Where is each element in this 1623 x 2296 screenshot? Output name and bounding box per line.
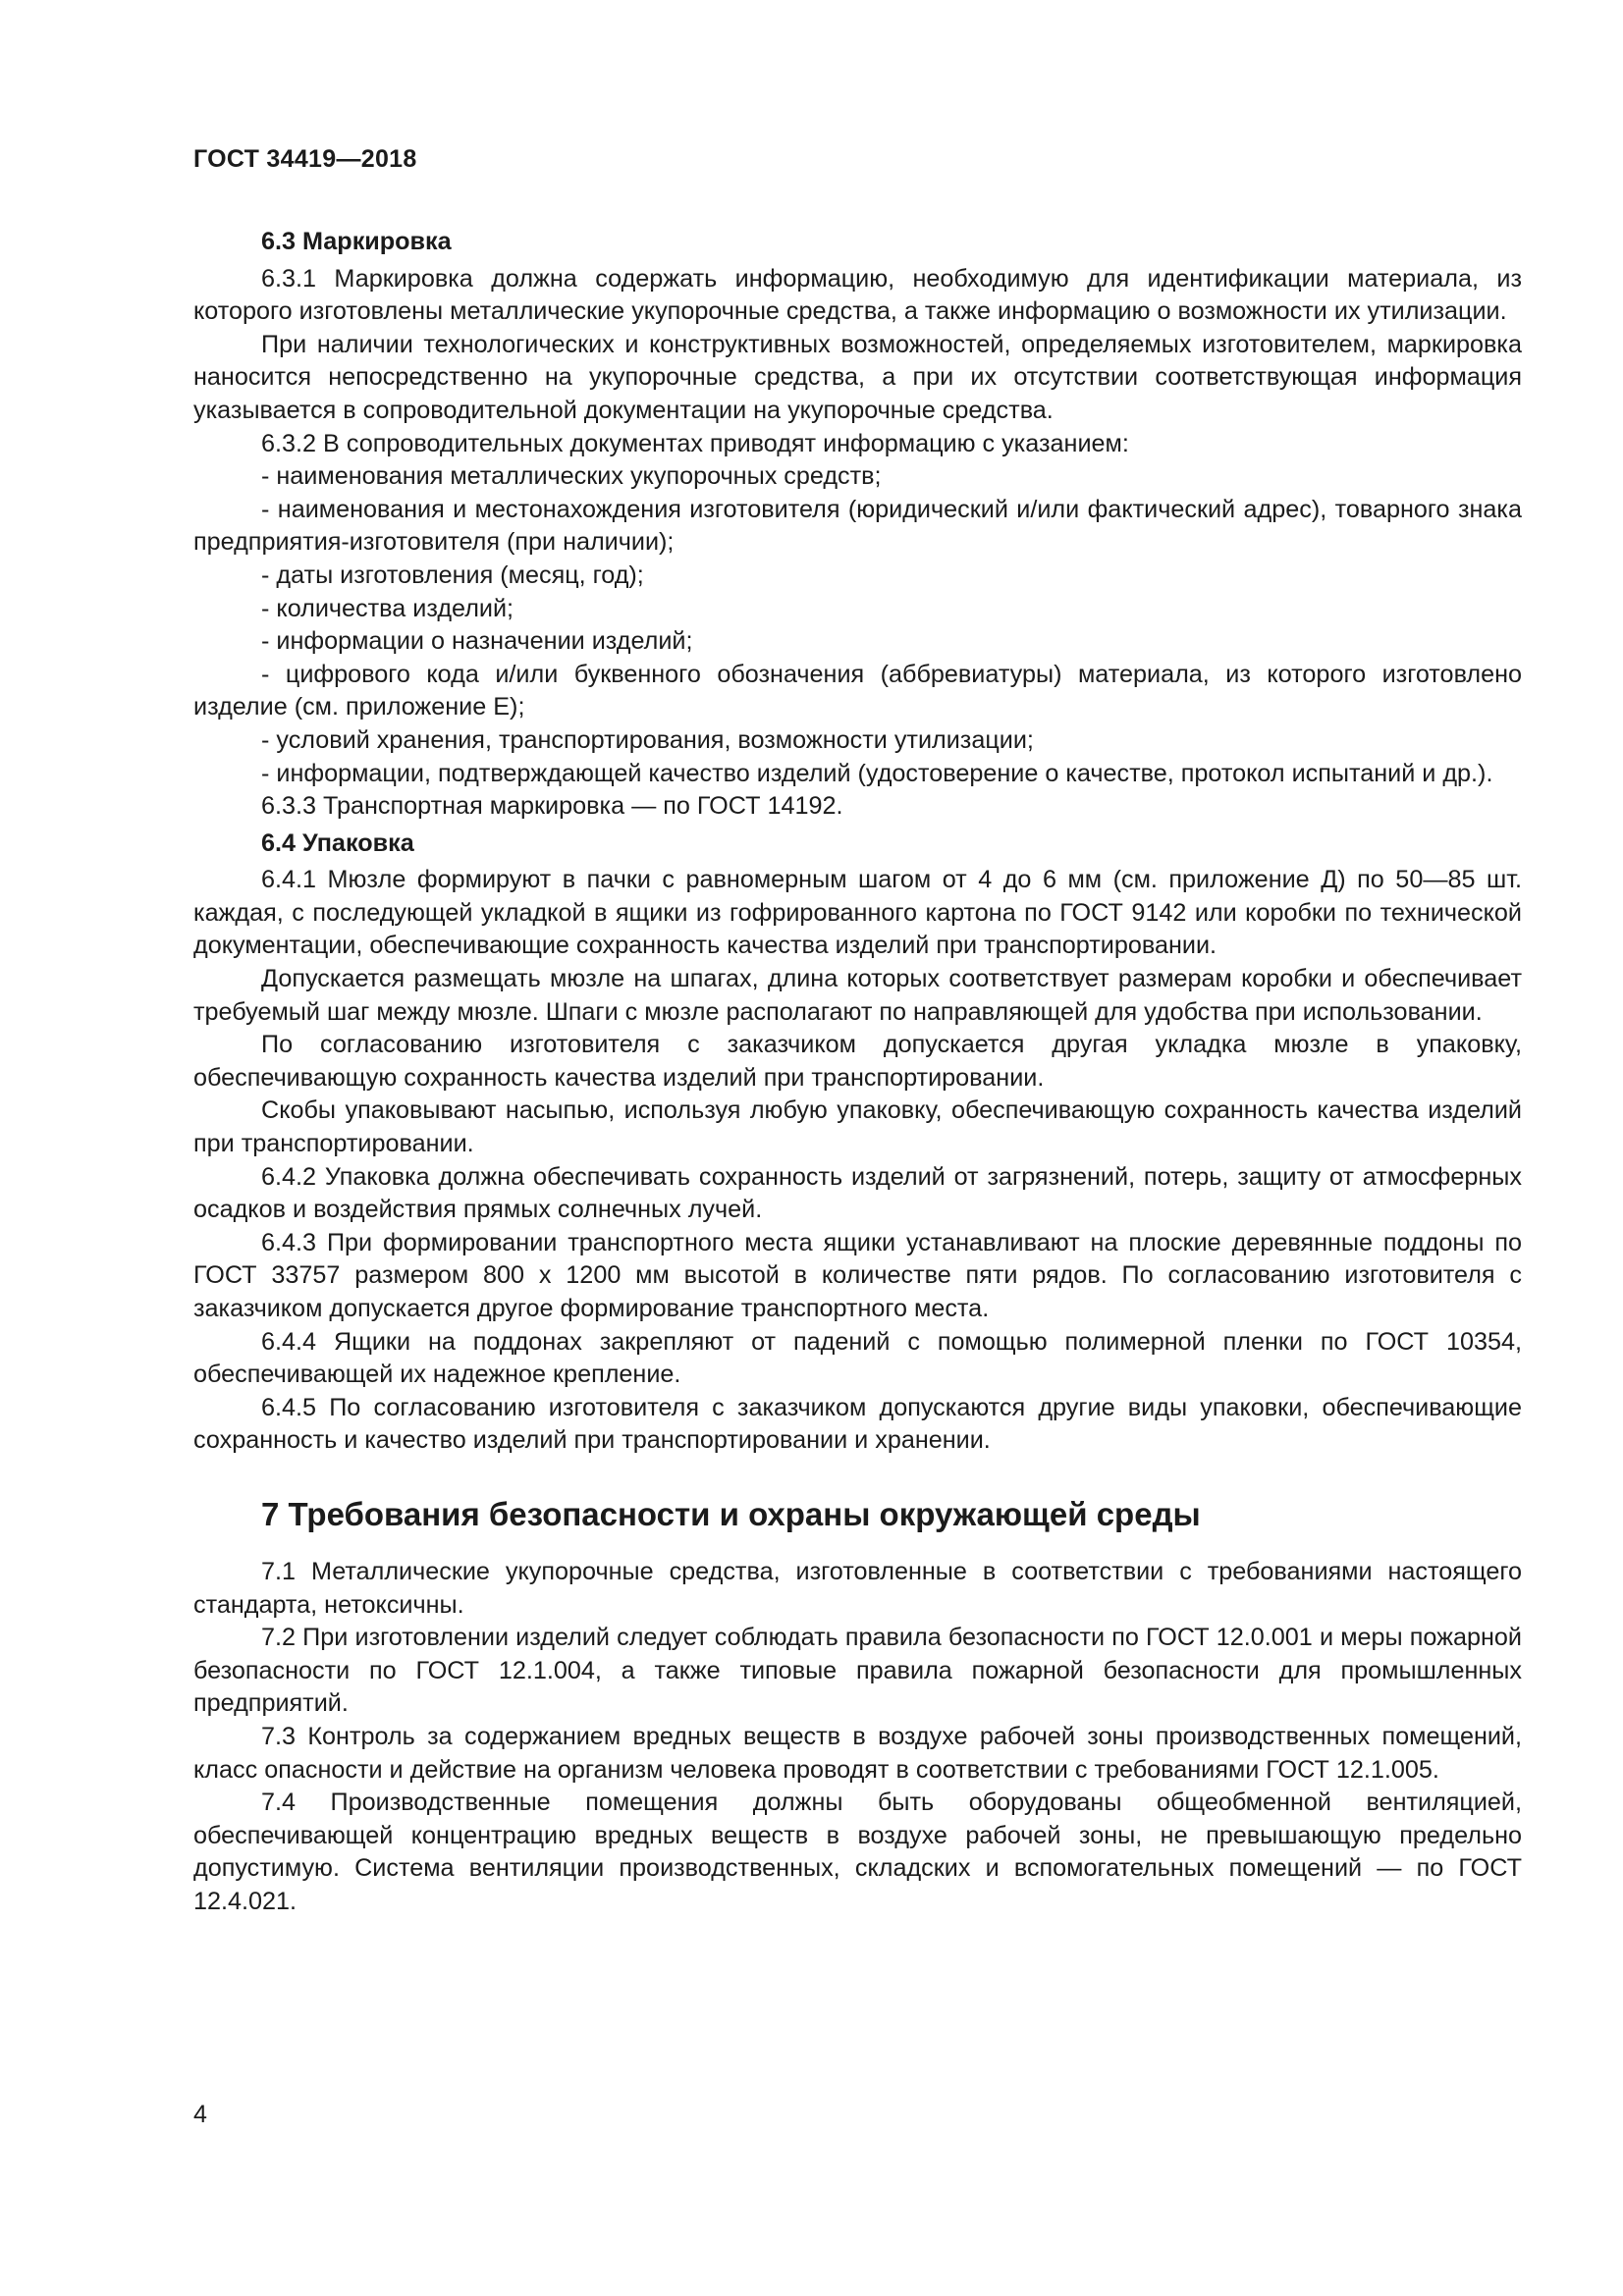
list-item: - количества изделий;	[261, 594, 514, 622]
paragraph-6-3-3: 6.3.3 Транспортная маркировка — по ГОСТ 14192.	[261, 792, 843, 821]
subsection-title-6-4: 6.4 Упаковка	[261, 828, 414, 857]
paragraph-7-3: 7.3 Контроль за содержанием вредных веществ в воздухе рабочей зоны производственных помещений, класс опасности и действие на организм человека проводят в соответствии с требованиями ГОСТ 12.1.005.	[193, 1722, 1522, 1784]
paragraph: Скобы упаковывают насыпью, используя любую упаковку, обеспечивающую сохранность качества изделий при транспортировании.	[193, 1096, 1522, 1158]
list-item: - наименования металлических укупорочных средств;	[261, 462, 882, 491]
paragraph: Допускается размещать мюзле на шпагах, длина которых соответствует размерам коробки и обеспечивает требуемый шаг между мюзле. Шпаги с мюзле располагают по направляющей для удобства при использовании.	[193, 965, 1522, 1026]
paragraph: По согласованию изготовителя с заказчиком допускается другая укладка мюзле в упаковку, обеспечивающую сохранность качества изделий при транспортировании.	[193, 1031, 1522, 1092]
list-item: - условий хранения, транспортирования, возможности утилизации;	[261, 725, 1034, 754]
list-item: - даты изготовления (месяц, год);	[261, 561, 644, 589]
paragraph-6-4-5: 6.4.5 По согласованию изготовителя с заказчиком допускаются другие виды упаковки, обеспечивающие сохранность и качество изделий при транспортировании и хранении.	[193, 1393, 1522, 1455]
section-title-7: 7 Требования безопасности и охраны окружающей среды	[261, 1495, 1201, 1532]
paragraph-6-4-3: 6.4.3 При формировании транспортного места ящики устанавливают на плоские деревянные поддоны по ГОСТ 33757 размером 800 x 1200 мм высотой в количестве пяти рядов. По согласованию изготовителя с заказчиком допускается другое формирование транспортного места.	[193, 1228, 1522, 1322]
paragraph-7-4: 7.4 Производственные помещения должны быть оборудованы общеобменной вентиляцией, обеспечивающей концентрацию вредных веществ в воздухе рабочей зоны, не превышающую предельно допустимую. Система вентиляции производственных, складских и вспомогательных помещений — по ГОСТ 12.4.021.	[193, 1789, 1522, 1915]
paragraph-6-4-2: 6.4.2 Упаковка должна обеспечивать сохранность изделий от загрязнений, потерь, защиту от атмосферных осадков и воздействия прямых солнечных лучей.	[193, 1162, 1522, 1224]
page-content	[193, 222, 1522, 1919]
document-code: ГОСТ 34419—2018	[193, 145, 417, 173]
list-item: - информации, подтверждающей качество изделий (удостоверение о качестве, протокол испытаний и др.).	[261, 759, 1493, 787]
paragraph-6-3-2: 6.3.2 В сопроводительных документах приводят информацию с указанием:	[261, 429, 1129, 457]
paragraph-7-2: 7.2 При изготовлении изделий следует соблюдать правила безопасности по ГОСТ 12.0.001 и меры пожарной безопасности по ГОСТ 12.1.004, а также типовые правила пожарной безопасности для промышленных предприятий.	[193, 1624, 1522, 1718]
page-number: 4	[193, 2101, 207, 2128]
paragraph-6-4-4: 6.4.4 Ящики на поддонах закрепляют от падений с помощью полимерной пленки по ГОСТ 10354, обеспечивающей их надежное крепление.	[193, 1327, 1522, 1389]
list-item: - цифрового кода и/или буквенного обозначения (аббревиатуры) материала, из которого изготовлено изделие (см. приложение Е);	[193, 660, 1522, 721]
list-item: - информации о назначении изделий;	[261, 627, 693, 656]
subsection-title-6-3: 6.3 Маркировка	[261, 228, 452, 255]
list-item: - наименования и местонахождения изготовителя (юридический и/или фактический адрес), товарного знака предприятия-изготовителя (при наличии);	[193, 495, 1522, 557]
paragraph-7-1: 7.1 Металлические укупорочные средства, изготовленные в соответствии с требованиями настоящего стандарта, нетоксичны.	[193, 1557, 1522, 1619]
paragraph: При наличии технологических и конструктивных возможностей, определяемых изготовителем, маркировка наносится непосредственно на укупорочные средства, а при их отсутствии соответствующая информация указывается в сопроводительной документации на укупорочные средства.	[193, 330, 1522, 424]
paragraph-6-3-1: 6.3.1 Маркировка должна содержать информацию, необходимую для идентификации материала, из которого изготовлены металлические укупорочные средства, а также информацию о возможности их утилизации.	[193, 264, 1522, 326]
paragraph-6-4-1: 6.4.1 Мюзле формируют в пачки с равномерным шагом от 4 до 6 мм (см. приложение Д) по 50—85 шт. каждая, с последующей укладкой в ящики из гофрированного картона по ГОСТ 9142 или коробки по технической документации, обеспечивающие сохранность качества изделий при транспортировании.	[193, 866, 1522, 960]
